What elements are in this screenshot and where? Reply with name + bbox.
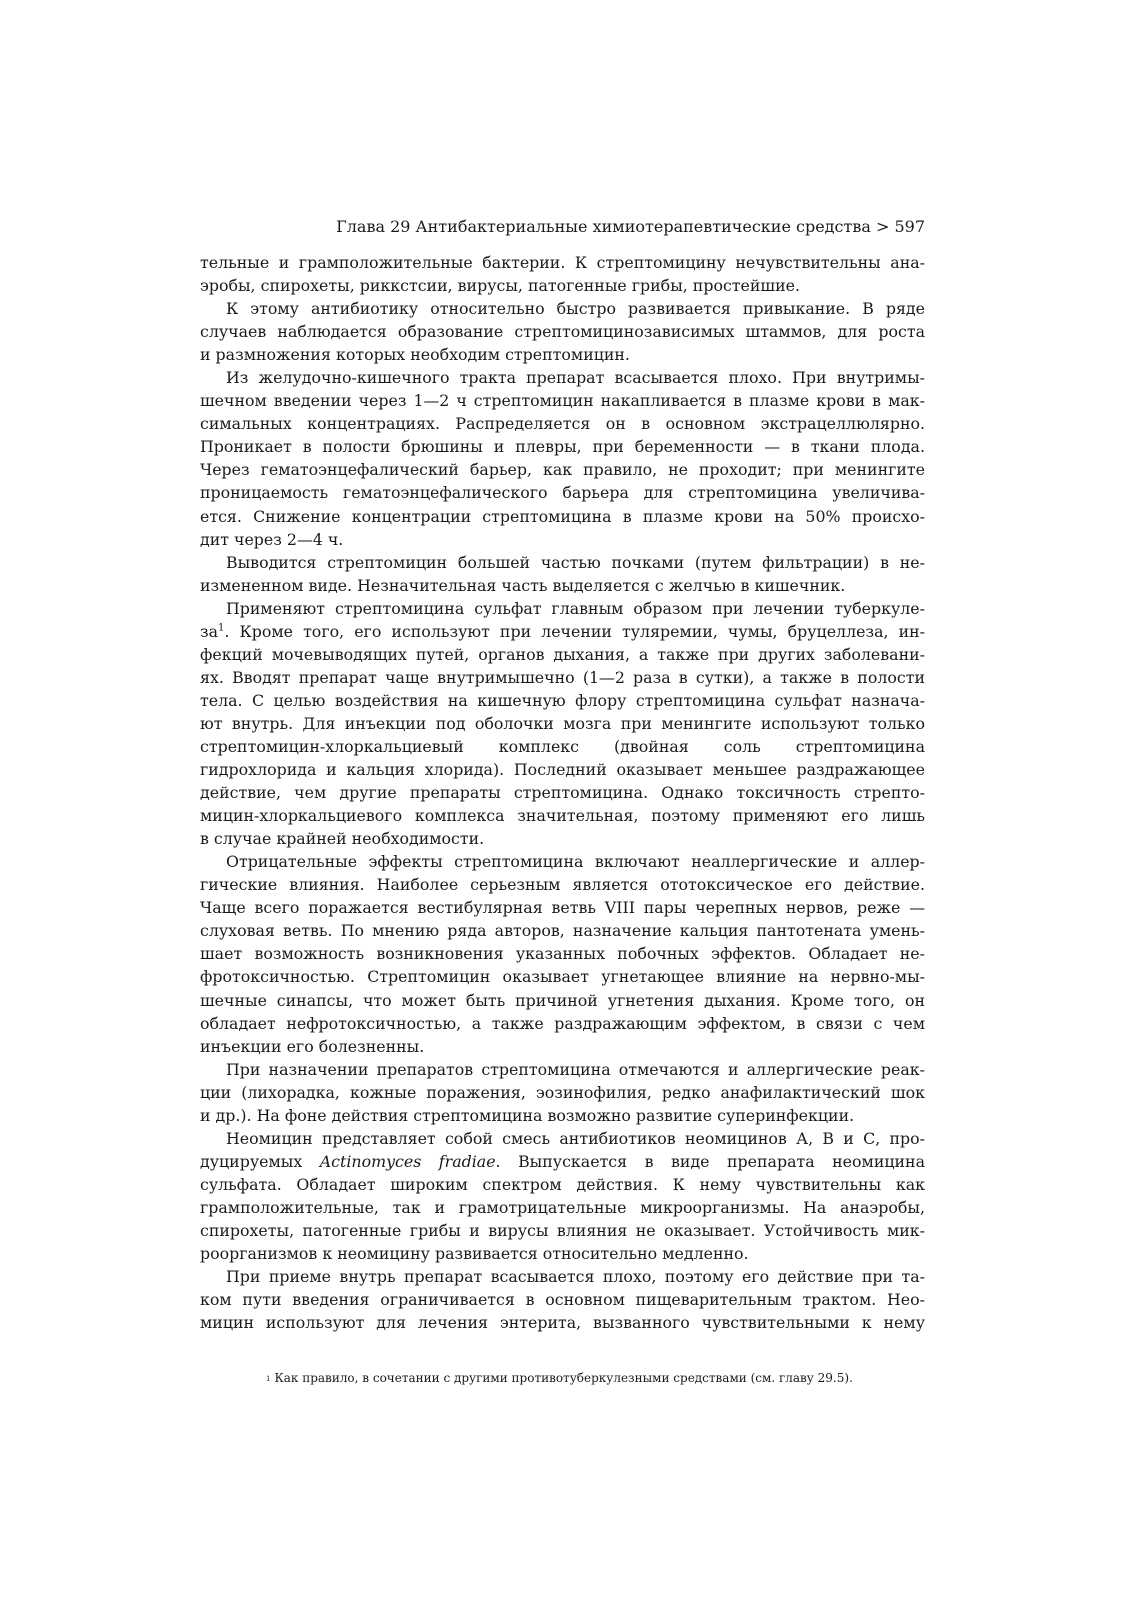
text-line: слуховая ветвь. По мнению ряда авторов, назначение кальция пантотената умень- [200,921,925,941]
text-line: инъекции его болезненны. [200,1036,425,1056]
text-line: ют внутрь. Для инъекции под оболочки мозга при менингите используют только [200,713,925,733]
text-line: ется. Снижение концентрации стрептомицина в плазме крови на 50% происхо- [200,506,925,526]
paragraph [200,1058,925,1127]
text-line: стрептомицин-хлоркальциевый комплекс (двойная соль стрептомицина [200,736,925,756]
text-fragment: . Кроме того, его используют при лечении туляремии, чумы, бруцеллеза, ин- [224,621,925,641]
text-line: ях. Вводят препарат чаще внутримышечно (1—2 раза в сутки), а также в полости [200,667,925,687]
footnote-reference: 1 [218,622,225,634]
paragraph [200,366,925,550]
text-line [200,620,925,643]
text-line: При приеме внутрь препарат всасывается плохо, поэтому его действие при та- [226,1267,925,1287]
text-line: шечные синапсы, что может быть причиной угнетения дыхания. Кроме того, он [200,990,925,1010]
text-line: К этому антибиотику относительно быстро развивается привыкание. В ряде [226,299,925,319]
paragraph [200,1127,925,1265]
footnote [266,1370,926,1387]
text-line: роорганизмов к неомицину развивается относительно медленно. [200,1244,749,1264]
text-line: фекций мочевыводящих путей, органов дыхания, а также при других заболевани- [200,644,925,664]
text-line [200,1150,925,1173]
text-fragment: дуцируемых [200,1151,320,1171]
text-line: и др.). На фоне действия стрептомицина возможно развитие суперинфекции. [200,1105,855,1125]
text-fragment: за [200,621,219,641]
text-line: в случае крайней необходимости. [200,829,485,849]
text-line: фротоксичностью. Стрептомицин оказывает угнетающее влияние на нервно-мы- [200,967,925,987]
text-line: проницаемость гематоэнцефалического барьера для стрептомицина увеличива- [200,483,925,503]
text-line: Проникает в полости брюшины и плевры, при беременности — в ткани плода. [200,437,925,457]
text-line: дит через 2—4 ч. [200,529,344,549]
text-line: гические влияния. Наиболее серьезным является ототоксическое его действие. [200,875,925,895]
text-line: Через гематоэнцефалический барьер, как правило, не проходит; при менингите [200,460,925,480]
text-line: Отрицательные эффекты стрептомицина включают неаллергические и аллер- [226,852,925,872]
paragraph [200,1265,925,1334]
paragraph [200,297,925,366]
text-line: ции (лихорадка, кожные поражения, эозинофилия, редко анафилактический шок [200,1082,925,1102]
text-line: ком пути введения ограничивается в основном пищеварительным трактом. Нео- [200,1290,925,1310]
text-line: симальных концентрациях. Распределяется он в основном экстрацеллюлярно. [200,414,925,434]
text-line: Применяют стрептомицина сульфат главным образом при лечении туберкуле- [226,598,925,618]
text-line: спирохеты, патогенные грибы и вирусы влияния не оказывает. Устойчивость мик- [200,1220,925,1240]
text-line: сульфата. Обладает широким спектром действия. К нему чувствительны как [200,1174,925,1194]
text-line: действие, чем другие препараты стрептомицина. Однако токсичность стрепто- [200,783,925,803]
text-line: грамположительные, так и грамотрицательные микроорганизмы. На анаэробы, [200,1197,925,1217]
paragraph [200,251,925,297]
text-line: тельные и грамположительные бактерии. К стрептомицину нечувствительны ана- [200,253,925,272]
paragraph [200,551,925,597]
text-fragment: . Выпускается в виде препарата неомицина [495,1151,925,1171]
running-header: Глава 29 Антибактериальные химиотерапевтические средства > 597 [336,217,925,236]
paragraph [200,850,925,1057]
species-name: Actinomyces fradiae [319,1151,496,1171]
text-line: Чаще всего поражается вестибулярная ветвь VIII пары черепных нервов, реже — [200,898,925,918]
text-line: Из желудочно-кишечного тракта препарат всасывается плохо. При внутримы- [226,368,925,388]
footnote-text: Как правило, в сочетании с другими противотуберкулезными средствами (см. главу 29.5). [274,1371,853,1385]
body-text [200,251,925,1334]
text-line: тела. С целью воздействия на кишечную флору стрептомицина сульфат назнача- [200,690,925,710]
footnote-mark: 1 [266,1375,271,1383]
text-line: мицин-хлоркальциевого комплекса значительная, поэтому применяют его лишь [200,806,925,826]
paragraph [200,597,925,851]
text-line: обладает нефротоксичностью, а также раздражающим эффектом, в связи с чем [200,1013,925,1033]
text-line: При назначении препаратов стрептомицина отмечаются и аллергические реак- [226,1059,925,1079]
text-line: гидрохлорида и кальция хлорида). Последний оказывает меньшее раздражающее [200,760,925,780]
text-line: шечном введении через 1—2 ч стрептомицин накапливается в плазме крови в мак- [200,391,925,411]
text-line: и размножения которых необходим стрептомицин. [200,345,630,365]
text-line: мицин используют для лечения энтерита, вызванного чувствительными к нему [200,1313,925,1333]
text-line: Выводится стрептомицин большей частью почками (путем фильтрации) в не- [226,552,925,572]
text-line: эробы, спирохеты, риккстсии, вирусы, патогенные грибы, простейшие. [200,276,801,296]
text-line: Неомицин представляет собой смесь антибиотиков неомицинов А, В и С, про- [226,1128,925,1148]
text-line: шает возможность возникновения указанных побочных эффектов. Обладает не- [200,944,925,964]
text-line: измененном виде. Незначительная часть выделяется с желчью в кишечник. [200,575,846,595]
text-line: случаев наблюдается образование стрептомицинозависимых штаммов, для роста [200,322,925,342]
